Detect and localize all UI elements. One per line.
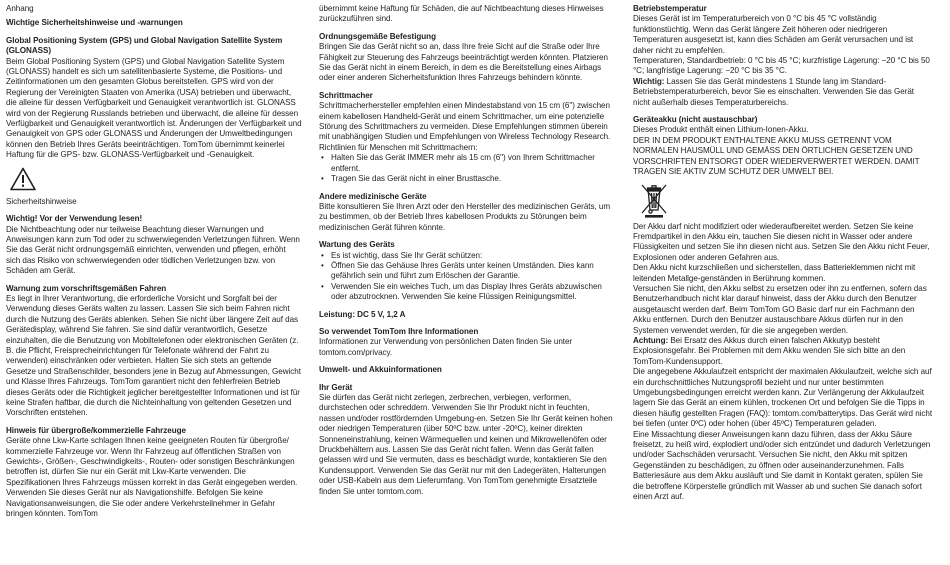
driving-warning-paragraph: Es liegt in Ihrer Verantwortung, die erforderliche Vorsicht und Sorgfalt bei der Verwendung dieses Geräts walten zu lassen. Lassen Sie sich beim Fahren nicht durch die Nutzung des Geräts ablenken. Sehen Sie nicht über längere Zeit auf das Gerätedisplay, während Sie fahren. Sie sind dafür verantwortlich, Gesetze einzuhalten, die die Benutzung von Mobiltelefonen oder elektronischen Geräten (z. B. die Pflicht, Freisprecheinrichtungen für Telefonate während der Fahrt zu verwenden) einschränken oder verbieten. Halten Sie sich stets an geltende Gesetze und Straßenschilder, besonders jene in Bezug auf Abmessungen, Gewicht und Klasse Ihres Fahrzeugs. TomTom garantiert nicht den fehlerfreien Betrieb dieses Geräts oder die Richtigkeit jeglicher bereitgestellter Informationen und ist für keine Strafen haftbar, die durch die Nichteinhaltung von geltenden Gesetzen und Vorschriften entstehen.	[6, 293, 301, 418]
important-read-heading: Wichtig! Vor der Verwendung lesen!	[6, 214, 143, 224]
gps-paragraph: Beim Global Positioning System (GPS) und Global Navigation Satellite System (GLONASS) handelt es sich um satellitenbasierte Systeme, die Positions- und Zeitinformationen um den gesamten Globus bereitstellen. GPS wird von der Regierung der Vereinigten Staaten von Amerika (USA) betrieben und überwacht, die alleine für dessen Verfügbarkeit und Genauigkeit verantwortlich ist. GLONASS wird von der Regierung Russlands betrieben und überwacht, die alleine für dessen Verfügbarkeit und Genauigkeit verantwortlich ist. Änderungen der Verfügbarkeit und Genauigkeit von GPS oder GLONASS und Änderungen der Umweltbedingungen können den Betrieb Ihres Geräts beeinträchtigen. TomTom übernimmt keinerlei Haftung für die GPS- bzw. GLONASS-Verfügbarkeit und -Genauigkeit.	[6, 56, 302, 160]
truck-notice-heading: Hinweis für übergroße/kommerzielle Fahrzeuge	[6, 425, 186, 435]
column-middle	[319, 4, 617, 497]
warnings-heading: Sicherheitshinweise	[6, 196, 77, 206]
battery-paragraph-5: Versuchen Sie nicht, den Akku selbst zu ersetzen oder ihn zu entfernen, sofern das Benutzerhandbuch nicht klar darauf hinweist, dass der Akku durch den Benutzer ausgetauscht werden darf. Beim TomTom GO Basic darf nur ein Fachmann den Akku entfernen. Durch den Benutzer austauschbare Akkus dürfen nur in den Systemen verwendet werden, für die sie angegeben werden.	[633, 283, 927, 335]
medical-devices-paragraph: Bitte konsultieren Sie Ihren Arzt oder den Hersteller des medizinischen Geräts, um zu bestimmen, ob der Betrieb Ihres kabellosen Produkts zu Störungen beim medizinischen Gerät führen könnte.	[319, 201, 611, 232]
temperature-paragraph-2: Temperaturen, Standardbetrieb: 0 °C bis 45 °C; kurzfristige Lagerung: −20 °C bis 50 °C; langfristige Lagerung: −20 °C bis 35 °C.	[633, 56, 930, 76]
pacemaker-list	[319, 153, 617, 184]
battery-paragraph-6: Die angegebene Akkulaufzeit entspricht der maximalen Akkulaufzeit, welche sich auf ein durchschnittliches Nutzungsprofil bezieht und nur unter bestimmten Umgebungsbedingungen erreicht werden kann. Zur Verlängerung der Akkulaufzeit lagern Sie das Gerät an einem kühlen, trockenen Ort und befolgen Sie die Tipps in diesen häufig gestellten Fragen (FAQ): tomtom.com/batterytips. Das Gerät wird nicht bei tiefen (unter 0ºC) oder hohen (über 45ºC) Temperaturen geladen.	[633, 367, 933, 429]
column-left	[6, 4, 302, 519]
battery-disposal-notice: DER IN DEM PRODUKT ENTHALTENE AKKU MUSS GETRENNT VOM NORMALEN HAUSMÜLL UND GEMÄSS DEN ÖRTLICHEN GESETZEN UND VORSCHRIFTEN ENTSORGT ODER WIEDERVERWERTET WERDEN. DAMIT TRAGEN SIE AKTIV ZUM SCHUTZ DER UMWELT BEI.	[633, 135, 920, 177]
gps-heading: Global Positioning System (GPS) und Global Navigation Satellite System (GLONASS)	[6, 35, 283, 56]
list-item: • Verwenden Sie ein weiches Tuch, um das Display Ihres Geräts abzuwischen oder abzutrocknen. Verwenden Sie keine Flüssigen Reinigungsmittel.	[331, 282, 617, 303]
device-paragraph: Sie dürfen das Gerät nicht zerlegen, zerbrechen, verbiegen, verformen, durchstechen oder schreddern. Verwenden Sie Ihr Produkt nicht in feuchten, nassen und/oder rostfördernden Umgebung-en. Setzen Sie Ihr Gerät keinen hohen oder niedrigen Temperaturen (über 50ºC bzw. unter -20ºC), keiner direkten Sonneneinstrahlung, keinen Wärmequellen und keinen und Mikrowellenöfen oder Druckbehältern aus. Lassen Sie das Gerät nicht fallen. Wenn das Gerät fallen gelassen wird und Sie vermuten, dass es beschädigt wurde, kontaktieren Sie den Kundensupport. Verwenden Sie das Gerät nur mit den Ladegeräten, Halterungen oder USB-Kabeln aus dem Lieferumfang. Von TomTom genehmigte Ersatzteile finden Sie unter tomtom.com.	[319, 393, 613, 496]
list-item: • Tragen Sie das Gerät nicht in einer Brusttasche.	[331, 174, 617, 184]
mounting-paragraph: Bringen Sie das Gerät nicht so an, dass Ihre freie Sicht auf die Straße oder Ihre Fähigkeit zur Steuerung des Fahrzeugs beeinträchtigt werden könnten. Platzieren Sie das Gerät nicht in einem Bereich, in dem es die Bereitstellung eines Airbags oder einer anderen Sicherheitsfunktion Ihres Fahrzeugs behindern könnte.	[319, 42, 608, 83]
maintenance-heading: Wartung des Geräts	[319, 240, 395, 250]
privacy-paragraph: Informationen zur Verwendung von persönlichen Daten finden Sie unter tomtom.com/privacy.	[319, 337, 573, 357]
truck-notice-continued: übernimmt keine Haftung für Schäden, die auf Nichtbeachtung dieses Hinweises zurückzuführen sind.	[319, 4, 604, 24]
safety-main-heading: Wichtige Sicherheitshinweise und -warnungen	[6, 18, 183, 28]
battery-paragraph-1: Dieses Produkt enthält einen Lithium-Ionen-Akku.	[633, 125, 809, 135]
caution-text: Bei Ersatz des Akkus durch einen falschen Akkutyp besteht Explosionsgefahr. Bei Problemen mit dem Akku wenden Sie sich bitte an den TomTom-Kundensupport.	[633, 335, 906, 366]
pacemaker-heading: Schrittmacher	[319, 90, 373, 100]
temperature-important-note	[633, 77, 933, 108]
battery-paragraph-7: Eine Missachtung dieser Anweisungen kann dazu führen, dass der Akku Säure freisetzt, zu heiß wird, explodiert und/oder sich entzündet und dadurch Verletzungen und/oder Sachschäden verursacht. Versuchen Sie nicht, den Akku mit spitzen Gegenständen zu beschädigen, zu öffnen oder auseinanderzunehmen. Falls Batteriesäure aus dem Akku ausläuft und Sie damit in Kontakt geraten, spülen Sie die betroffene Körperstelle gründlich mit Wasser ab und suchen Sie danach sofort einen Arzt auf.	[633, 429, 931, 502]
warning-triangle-icon	[10, 167, 36, 191]
section-annex-label: Anhang	[6, 4, 34, 13]
device-heading: Ihr Gerät	[319, 382, 353, 392]
privacy-heading: So verwendet TomTom Ihre Informationen	[319, 326, 479, 336]
truck-notice-paragraph: Geräte ohne Lkw-Karte schlagen Ihnen keine geeigneten Routen für übergroße/ kommerzielle Fahrzeuge vor. Wenn Ihr Fahrzeug auf öffentlichen Straßen von Gewichts-, Größen-, Geschwindigkeits-, Routen- oder sonstigen Beschränkungen betroffen ist, dürfen Sie nur ein Gerät mit Lkw-Karte verwenden. Die Spezifikationen Ihres Fahrzeugs müssen korrekt in das Gerät eingegeben werden. Verwenden Sie dieses Gerät nur als Navigationshilfe. Befolgen Sie keine Navigationsanweisungen, die Sie oder andere Verkehrsteilnehmer in Gefahr bringen könnten. TomTom	[6, 436, 298, 519]
pacemaker-paragraph: Schrittmacherhersteller empfehlen einen Mindestabstand von 15 cm (6") zwischen einem kabellosen Handheld-Gerät und einem Schrittmacher, um eine potenzielle Störung des Schrittmachers zu vermeiden. Diese Empfehlungen stimmen überein mit unabhängigen Studien und Empfehlungen von Wireless Technology Research. Richtlinien für Menschen mit Schrittmachern:	[319, 101, 611, 152]
power-rating: Leistung: DC 5 V, 1,2 A	[319, 309, 406, 319]
list-item: • Öffnen Sie das Gehäuse Ihres Geräts unter keinen Umständen. Dies kann gefährlich sein und führt zum Erlöschen der Garantie.	[331, 261, 617, 282]
driving-warning-heading: Warnung zum vorschriftsgemäßen Fahren	[6, 283, 167, 293]
mounting-heading: Ordnungsgemäße Befestigung	[319, 31, 436, 41]
caution-label: Achtung:	[633, 335, 669, 345]
important-read-paragraph: Die Nichtbeachtung oder nur teilweise Beachtung dieser Warnungen und Anweisungen kann zum Tod oder zu schwerwiegenden Verletzungen führen. Wenn Sie das Gerät nicht ordnungsgemäß einrichten, verwenden und pflegen, erhöht sich das Risiko von schwerwiegenden oder tödlichen Verletzungen bzw. von Schäden am Gerät.	[6, 224, 300, 276]
operating-temperature-heading: Betriebstemperatur	[633, 4, 707, 13]
battery-caution-note	[633, 336, 933, 367]
list-item: • Halten Sie das Gerät IMMER mehr als 15 cm (6") von Ihrem Schrittmacher entfernt.	[331, 153, 617, 174]
medical-devices-heading: Andere medizinische Geräte	[319, 191, 427, 201]
list-item: • Es ist wichtig, dass Sie Ihr Gerät schützen:	[331, 251, 617, 261]
battery-paragraph-4: Den Akku nicht kurzschließen und sicherstellen, dass Batterieklemmen nicht mit leitenden Metallge-genständen in Berührung kommen.	[633, 263, 916, 283]
temperature-paragraph-1: Dieses Gerät ist im Temperaturbereich von 0 °C bis 45 °C vollständig funktionstüchtig. Wenn das Gerät längere Zeit höheren oder niedrigeren Temperaturen ausgesetzt ist, kann dies Schäden am Gerät verursachen und ist daher nicht zu empfehlen.	[633, 14, 914, 55]
column-right	[633, 4, 933, 502]
important-label: Wichtig:	[633, 76, 665, 86]
maintenance-list	[319, 251, 617, 303]
battery-heading: Geräteakku (nicht austauschbar)	[633, 115, 758, 125]
environment-heading: Umwelt- und Akkuinformationen	[319, 365, 442, 375]
important-text: Lassen Sie das Gerät mindestens 1 Stunde lang im Standard-Betriebstemperaturbereich, bevor Sie es einschalten. Verwenden Sie das Gerät nicht außerhalb dieses Temperaturbereichs.	[633, 76, 914, 107]
battery-paragraph-3: Der Akku darf nicht modifiziert oder wiederaufbereitet werden. Setzen Sie keine Fremdpartikel in den Akku ein, tauchen Sie diesen nicht in Wasser oder andere Flüssigkeiten und setzen Sie ihn diesen nicht aus. Setzen Sie den Akku nicht Feuer, Explosionen oder anderen Gefahren aus.	[633, 221, 930, 262]
crossed-out-wheelie-bin-icon	[639, 182, 669, 218]
